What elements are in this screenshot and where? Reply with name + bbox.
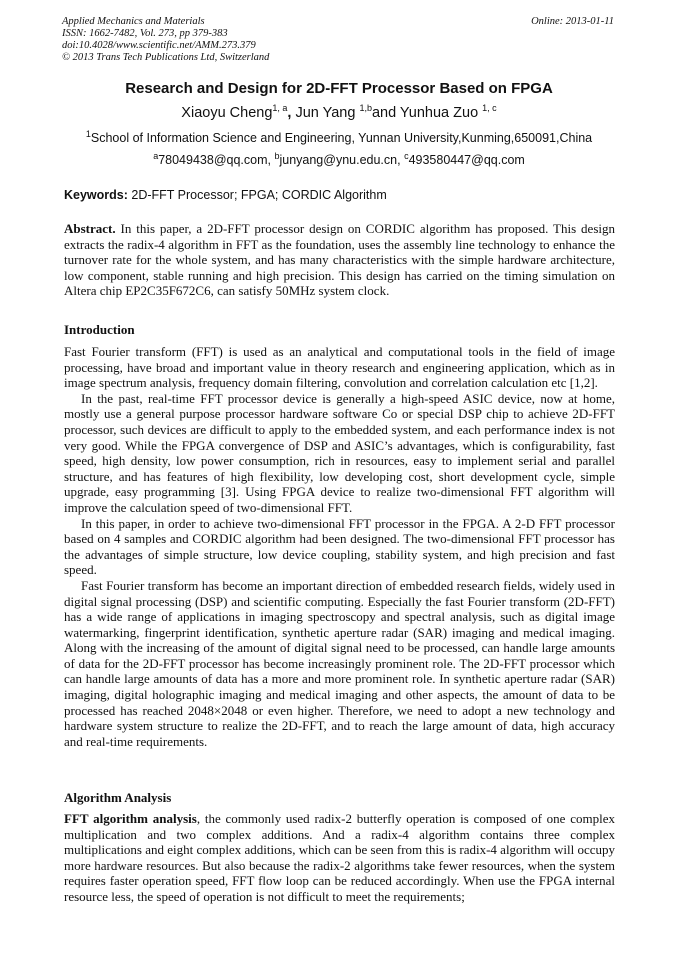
affiliation-superscript: 1 (85, 129, 91, 139)
email-address: junyang@ynu.edu.cn (279, 153, 398, 168)
paragraph-lead: FFT algorithm analysis (64, 811, 197, 826)
algorithm-body (64, 811, 615, 905)
email-superscript: a (153, 151, 159, 161)
email-superscript: c (404, 151, 409, 161)
paper-title: Research and Design for 2D-FFT Processor Based on FPGA (125, 80, 553, 97)
section-heading-algorithm-analysis: Algorithm Analysis (64, 790, 172, 805)
author-separator: and (371, 104, 400, 121)
email-list (0, 151, 678, 167)
paragraph: Fast Fourier transform (FFT) is used as an analytical and computational tools in the field of image processing, have broad and important value in theory research and engineering application, which as in image spectrum analysis, frequency domain filtering, convolution and correlation calculation etc [1,2]. (64, 344, 615, 391)
keywords-label: Keywords: (64, 188, 128, 202)
abstract-text: In this paper, a 2D-FFT processor design on CORDIC algorithm has proposed. This design extracts the radix-4 algorithm in FFT as the foundation, uses the assembly line technology to enhance the turnover rate for the whole system, and has many characteristics with the simple hardware architecture, low component, stable running and high precision. This design has carried on the timing simulation on Altera chip EP2C35F672C6, can satisfy 50MHz system clock. (64, 221, 615, 299)
section-heading-introduction: Introduction (64, 322, 135, 337)
email-separator: , (267, 153, 275, 168)
email-address: 78049438@qq.com (158, 153, 268, 168)
author-superscript: 1, a (272, 103, 288, 113)
issn-line: ISSN: 1662-7482, Vol. 273, pp 379-383 (62, 28, 228, 39)
email-superscript: b (274, 151, 280, 161)
journal-name: Applied Mechanics and Materials (62, 16, 205, 27)
abstract-label: Abstract. (64, 221, 116, 236)
author-list (0, 103, 678, 121)
author-separator: , (287, 104, 296, 121)
paragraph: In the past, real-time FFT processor device is generally a high-speed ASIC device, now at home, mostly use a general purpose processor hardware software Co or special DSP chip to achieve 2D-FFT processor, such devices are difficult to apply to the embedded system, and each performance index is not very good. While the FPGA convergence of DSP and ASIC’s advantages, which is configurability, fast speed, high density, low power consumption, rich in resources, easy to implement serial and parallel structure, and has features of high flexibility, low developing cost, short development cycle, simple upgrade, easy programming [3]. Using FPGA device to realize two-dimensional FFT algorithm will improve the calculation speed of two-dimensional FFT. (64, 390, 615, 515)
author-superscript: 1,b (359, 103, 372, 113)
paragraph: In this paper, in order to achieve two-dimensional FFT processor in the FPGA. A 2-D FFT processor based on 4 samples and CORDIC algorithm had been designed. The two-dimensional FFT processor has the advantages of simple structure, low device coupling, stability system, and high precision and fast speed. (64, 515, 615, 578)
copyright-line: © 2013 Trans Tech Publications Ltd, Switzerland (62, 52, 270, 63)
online-date: Online: 2013-01-11 (531, 16, 614, 27)
paragraph: Fast Fourier transform has become an important direction of embedded research fields, widely used in digital signal processing (DSP) and scientific computing. Especially the fast Fourier transform (2D-FFT) has a wide range of applications in imaging spectroscopy and spectral analysis, such as digital image watermarking, fingerprint identification, synthetic aperture radar (SAR) imaging and medical imaging. Along with the increasing of the amount of digital signal need to be processed, can handle large amounts of data for the 2D-FFT processor has become increasingly prominent role. The 2D-FFT processor which can handle large amounts of data has a more and more prominent role. In synthetic aperture radar (SAR) imaging, digital holographic imaging and medical imaging and other aspects, the amount of data to be processed has reached 2048×2048 or even higher. Therefore, we need to adopt a new technology and hardware system structure to realize the 2D-FFT, and to reach the large amount of data, high accuracy and real-time requirements. (64, 577, 615, 749)
keywords-text: 2D-FFT Processor; FPGA; CORDIC Algorithm (127, 188, 387, 202)
affiliation-text: School of Information Science and Engineering, Yunnan University,Kunming,650091,China (90, 131, 593, 146)
author-name: Yunhua Zuo (399, 104, 479, 121)
abstract (64, 221, 615, 299)
introduction-body (64, 344, 615, 749)
email-separator: , (397, 153, 405, 168)
affiliation (0, 129, 678, 145)
author-name: Jun Yang (295, 104, 356, 121)
author-name: Xiaoyu Cheng (181, 104, 273, 121)
doi-line: doi:10.4028/www.scientific.net/AMM.273.379 (62, 40, 256, 51)
keywords-line (64, 188, 387, 202)
email-address: 493580447@qq.com (408, 153, 525, 168)
paragraph-text: , the commonly used radix-2 butterfly operation is composed of one complex multiplication and two complex additions. And a radix-4 algorithm contains three complex multiplications and eight complex additions, which can be seen from this is radix-4 algorithm will occupy more hardware resources. But also because the radix-2 algorithms take fewer resources, when the system requires faster operation speed, FFT flow loop can be reduced accordingly. When use the FPGA internal resource less, the speed of operation is not difficult to meet the requirements; (64, 811, 615, 904)
author-superscript: 1, c (482, 103, 497, 113)
